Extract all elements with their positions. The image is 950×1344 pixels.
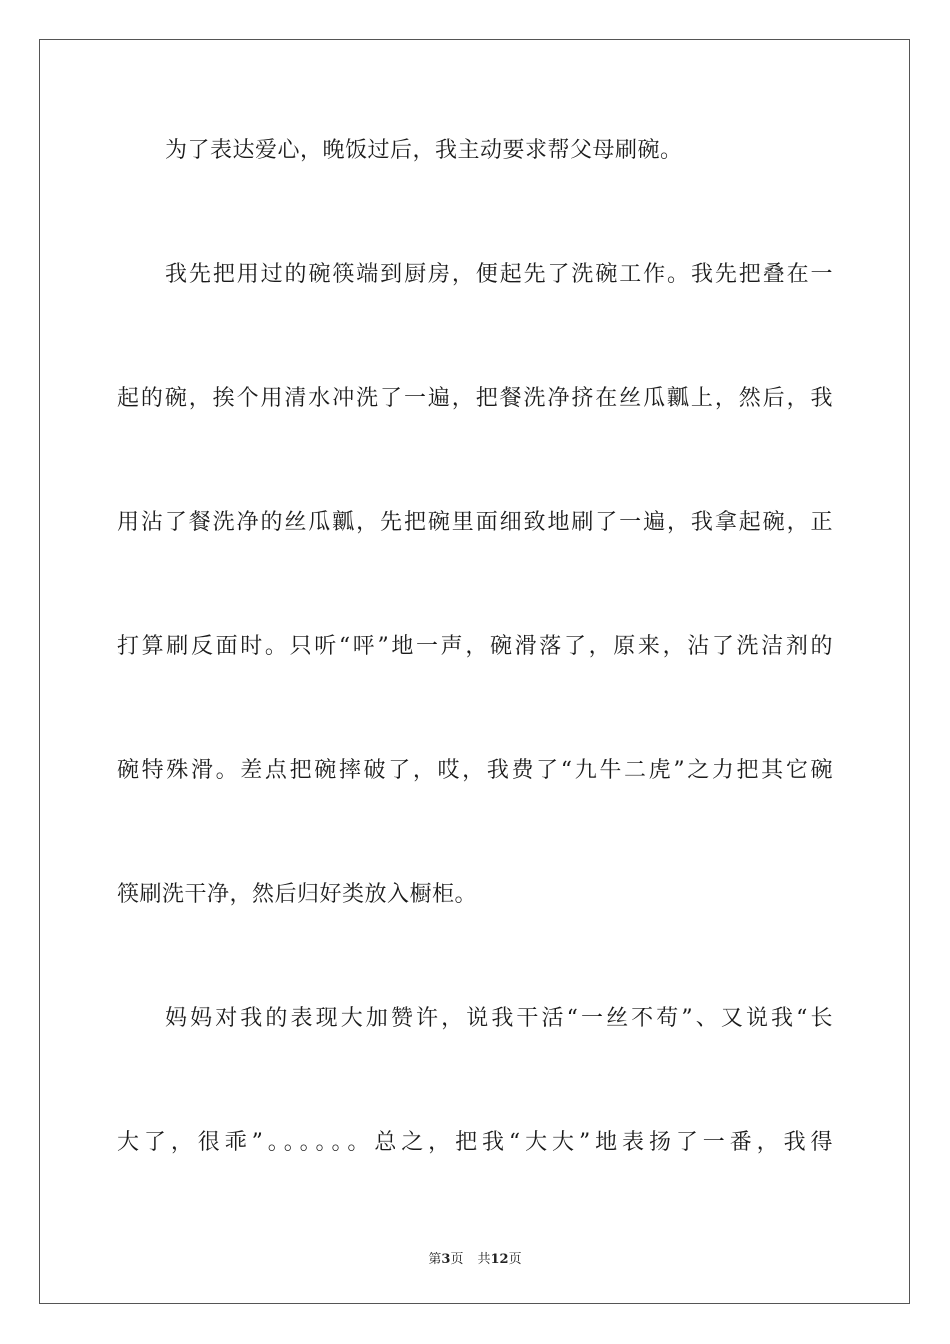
paragraph-2-line-4: 打算刷反面时。只听“呯”地一声，碗滑落了，原来，沾了洗洁剂的 (117, 634, 833, 659)
paragraph-2-line-1: 我先把用过的碗筷端到厨房，便起先了洗碗工作。我先把叠在一 (165, 262, 833, 287)
page-suffix: 页 (450, 1252, 464, 1267)
paragraph-3-line-2: 大了，很乖”。。。。。。总之，把我“大大”地表扬了一番，我得 (117, 1130, 833, 1155)
paragraph-3-line-1: 妈妈对我的表现大加赞许，说我干活“一丝不苟”、又说我“长 (165, 1006, 833, 1031)
total-suffix: 页 (508, 1252, 522, 1267)
page-number: 3 (441, 1252, 451, 1267)
total-pages: 12 (490, 1252, 509, 1267)
page-prefix: 第 (428, 1252, 442, 1267)
page-footer (0, 1248, 950, 1267)
paragraph-2-line-3: 用沾了餐洗净的丝瓜瓤，先把碗里面细致地刷了一遍，我拿起碗，正 (117, 510, 833, 535)
paragraph-2-line-2: 起的碗，挨个用清水冲洗了一遍，把餐洗净挤在丝瓜瓤上，然后，我 (117, 386, 833, 411)
page-frame (39, 39, 910, 1304)
paragraph-1-line-1: 为了表达爱心，晚饭过后，我主动要求帮父母刷碗。 (165, 138, 683, 163)
paragraph-2-line-5: 碗特殊滑。差点把碗摔破了，哎，我费了“九牛二虎”之力把其它碗 (117, 758, 833, 783)
paragraph-2-line-6: 筷刷洗干净，然后归好类放入橱柜。 (117, 882, 478, 907)
total-prefix: 共 (477, 1252, 491, 1267)
